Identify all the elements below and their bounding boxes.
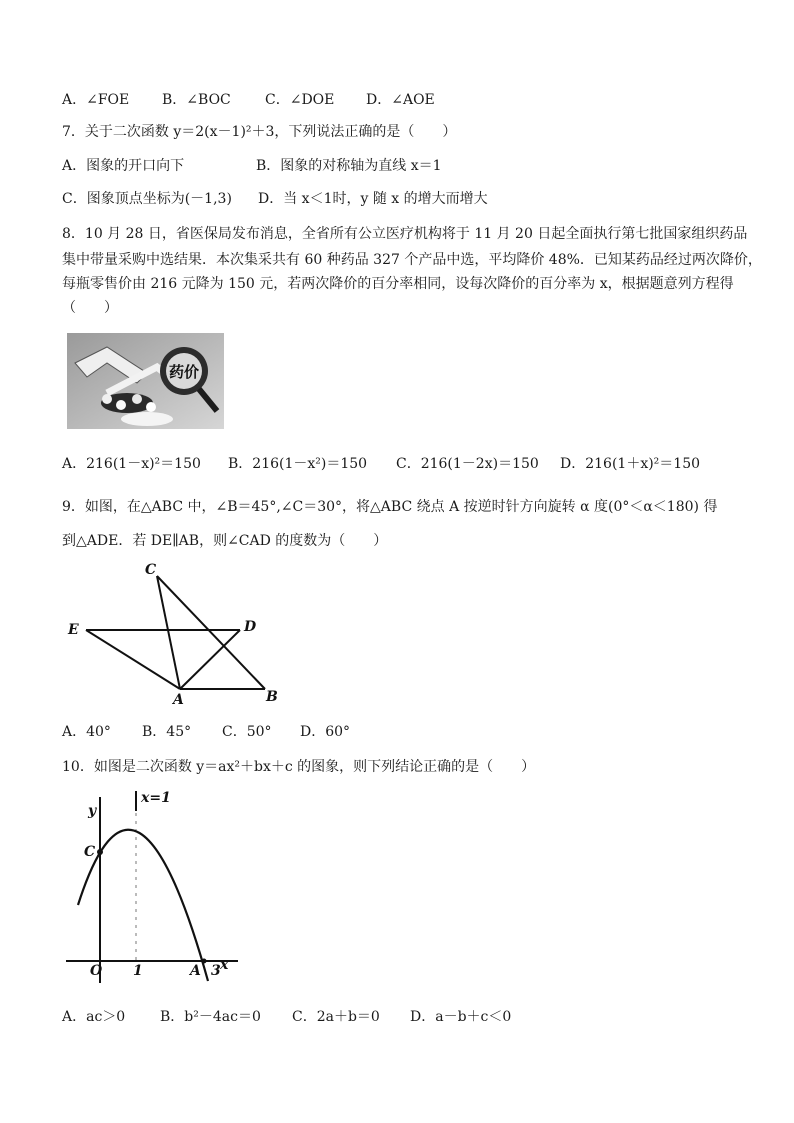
q8-photo bbox=[67, 333, 224, 429]
q8-stem-line-2: 集中带量采购中选结果．本次集采共有 60 种药品 327 个产品中选，平均降价 48%．已知某药品经过两次降价， bbox=[62, 252, 762, 268]
q9-label-e: E bbox=[68, 622, 79, 638]
q8-option-c: C．216(1－2x)＝150 bbox=[396, 456, 539, 472]
q10-label-1: 1 bbox=[133, 963, 143, 979]
q9-option-b: B．45° bbox=[142, 724, 192, 740]
q9-option-c: C．50° bbox=[222, 724, 272, 740]
q10-stem: 10．如图是二次函数 y＝ax²＋bx＋c 的图象，则下列结论正确的是（ ） bbox=[62, 759, 536, 775]
q6-option-d: D．∠AOE bbox=[366, 92, 435, 108]
q10-label-axis: x=1 bbox=[141, 790, 171, 806]
q6-option-c: C．∠DOE bbox=[265, 92, 335, 108]
q10-label-c: C bbox=[84, 844, 96, 860]
q7-option-b: B．图象的对称轴为直线 x＝1 bbox=[256, 158, 442, 174]
q7-option-d: D．当 x＜1时，y 随 x 的增大而增大 bbox=[258, 191, 488, 207]
q7-stem: 7．关于二次函数 y＝2(x－1)²＋3，下列说法正确的是（ ） bbox=[62, 124, 457, 140]
q9-option-a: A．40° bbox=[62, 724, 111, 740]
q9-label-c: C bbox=[145, 562, 157, 578]
q8-option-d: D．216(1＋x)²＝150 bbox=[560, 456, 701, 472]
q8-stem-line-3: 每瓶零售价由 216 元降为 150 元，若两次降价的百分率相同，设每次降价的百分率为 x，根据题意列方程得 bbox=[62, 276, 734, 292]
q9-label-d: D bbox=[244, 619, 257, 635]
q10-label-a: A bbox=[190, 963, 201, 979]
q7-option-a: A．图象的开口向下 bbox=[62, 158, 185, 174]
q8-stem-line-4: （ ） bbox=[62, 300, 118, 316]
q9-option-d: D．60° bbox=[300, 724, 351, 740]
q6-option-b: B．∠BOC bbox=[162, 92, 231, 108]
q10-parabola-figure bbox=[60, 785, 250, 990]
q8-option-a: A．216(1－x)²＝150 bbox=[62, 456, 201, 472]
q6-option-a: A．∠FOE bbox=[62, 92, 130, 108]
q10-option-b: B．b²－4ac＝0 bbox=[160, 1009, 261, 1025]
q9-stem-line-1: 9．如图，在△ABC 中，∠B＝45°,∠C＝30°，将△ABC 绕点 A 按逆时针方向旋转 α 度(0°＜α＜180) 得 bbox=[62, 499, 718, 515]
q9-label-b: B bbox=[266, 689, 278, 705]
q7-option-c: C．图象顶点坐标为(－1,3) bbox=[62, 191, 232, 207]
q8-stem-line-1: 8．10 月 28 日，省医保局发布消息，全省所有公立医疗机构将于 11 月 20 日起全面执行第七批国家组织药品 bbox=[62, 226, 748, 242]
q10-label-o: O bbox=[90, 963, 103, 979]
q10-option-d: D．a－b＋c＜0 bbox=[410, 1009, 512, 1025]
q9-triangle-figure bbox=[60, 556, 290, 706]
q10-label-x: x bbox=[220, 957, 229, 973]
q10-option-a: A．ac＞0 bbox=[62, 1009, 126, 1025]
q10-label-3: 3 bbox=[211, 963, 221, 979]
q9-label-a: A bbox=[173, 692, 184, 706]
q8-option-b: B．216(1－x²)＝150 bbox=[228, 456, 368, 472]
q10-option-c: C．2a＋b＝0 bbox=[292, 1009, 380, 1025]
q10-label-y: y bbox=[88, 803, 97, 819]
q8-photo-text: 药价 bbox=[168, 363, 200, 381]
q9-stem-line-2: 到△ADE．若 DE∥AB，则∠CAD 的度数为（ ） bbox=[62, 533, 388, 549]
